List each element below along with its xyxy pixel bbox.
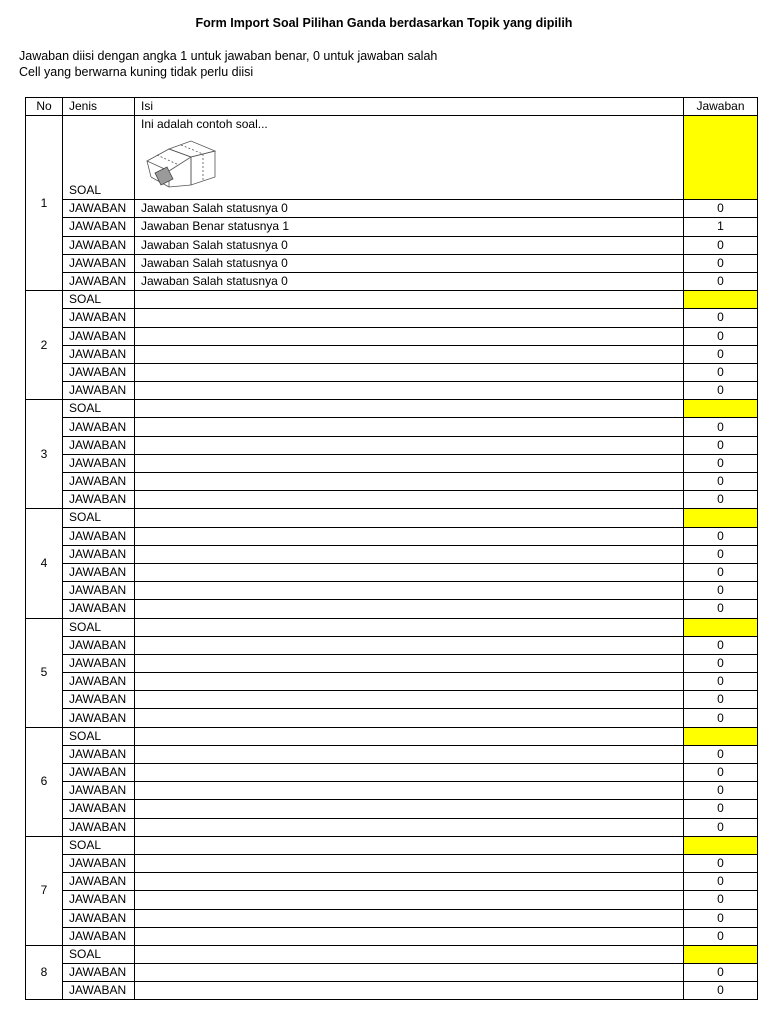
answer-value-cell[interactable]: 0: [684, 654, 758, 672]
question-text-cell[interactable]: [135, 116, 684, 200]
jenis-jawaban-cell: JAWABAN: [63, 764, 135, 782]
answer-row: [26, 418, 758, 436]
answer-row: [26, 636, 758, 654]
answer-value-cell[interactable]: 0: [684, 236, 758, 254]
jenis-jawaban-cell: JAWABAN: [63, 873, 135, 891]
answer-row: [26, 691, 758, 709]
question-row: [26, 400, 758, 418]
question-text-cell[interactable]: [135, 509, 684, 527]
jenis-soal-cell: SOAL: [63, 727, 135, 745]
header-jawaban: Jawaban: [684, 98, 758, 116]
instruction-line: Cell yang berwarna kuning tidak perlu diisi: [19, 65, 254, 79]
answer-row: [26, 745, 758, 763]
question-row: [26, 727, 758, 745]
jenis-jawaban-cell: JAWABAN: [63, 345, 135, 363]
answer-row: [26, 218, 758, 236]
table-header-row: [26, 98, 758, 116]
jenis-jawaban-cell: JAWABAN: [63, 236, 135, 254]
answer-text-cell[interactable]: [135, 636, 684, 654]
jenis-jawaban-cell: JAWABAN: [63, 545, 135, 563]
answer-text-cell[interactable]: [135, 800, 684, 818]
answer-row: [26, 764, 758, 782]
jenis-jawaban-cell: JAWABAN: [63, 327, 135, 345]
jenis-soal-cell: SOAL: [63, 836, 135, 854]
answer-value-cell[interactable]: 0: [684, 745, 758, 763]
instruction-line: Jawaban diisi dengan angka 1 untuk jawaban benar, 0 untuk jawaban salah: [19, 49, 438, 63]
answer-text-cell[interactable]: [135, 473, 684, 491]
answer-text-cell[interactable]: [135, 873, 684, 891]
answer-value-cell[interactable]: 0: [684, 964, 758, 982]
answer-value-cell[interactable]: 0: [684, 382, 758, 400]
question-number: 3: [26, 400, 63, 509]
jenis-soal-cell: SOAL: [63, 618, 135, 636]
answer-value-cell[interactable]: 0: [684, 272, 758, 290]
jawaban-cell-disabled: [684, 945, 758, 963]
answer-text-cell[interactable]: [135, 418, 684, 436]
answer-text-cell[interactable]: [135, 964, 684, 982]
answer-text-cell[interactable]: [135, 327, 684, 345]
jawaban-cell-disabled: [684, 291, 758, 309]
answer-value-cell[interactable]: 0: [684, 418, 758, 436]
jawaban-cell-disabled: [684, 727, 758, 745]
answer-text-cell[interactable]: [135, 654, 684, 672]
answer-text-cell[interactable]: [135, 764, 684, 782]
answer-row: [26, 873, 758, 891]
answer-text-cell[interactable]: Jawaban Salah statusnya 0: [135, 200, 684, 218]
jenis-jawaban-cell: JAWABAN: [63, 436, 135, 454]
answer-value-cell[interactable]: 0: [684, 691, 758, 709]
jenis-jawaban-cell: JAWABAN: [63, 527, 135, 545]
answer-value-cell[interactable]: 0: [684, 473, 758, 491]
question-table: [25, 97, 758, 1000]
jenis-jawaban-cell: JAWABAN: [63, 272, 135, 290]
jenis-jawaban-cell: JAWABAN: [63, 745, 135, 763]
answer-text-cell[interactable]: [135, 600, 684, 618]
answer-row: [26, 582, 758, 600]
answer-text-cell[interactable]: [135, 982, 684, 1000]
answer-text-cell[interactable]: [135, 545, 684, 563]
answer-row: [26, 491, 758, 509]
answer-value-cell[interactable]: 0: [684, 436, 758, 454]
answer-row: [26, 454, 758, 472]
answer-text-cell[interactable]: [135, 454, 684, 472]
question-number: 7: [26, 836, 63, 945]
jenis-jawaban-cell: JAWABAN: [63, 709, 135, 727]
question-text-cell[interactable]: [135, 400, 684, 418]
answer-row: [26, 345, 758, 363]
answer-row: [26, 818, 758, 836]
answer-text-cell[interactable]: [135, 709, 684, 727]
answer-value-cell[interactable]: 0: [684, 782, 758, 800]
question-text: Ini adalah contoh soal...: [141, 117, 268, 132]
question-row: [26, 945, 758, 963]
jenis-jawaban-cell: JAWABAN: [63, 673, 135, 691]
question-number: 6: [26, 727, 63, 836]
jenis-jawaban-cell: JAWABAN: [63, 363, 135, 381]
jenis-jawaban-cell: JAWABAN: [63, 691, 135, 709]
answer-text-cell[interactable]: [135, 818, 684, 836]
jenis-soal-cell: SOAL: [63, 291, 135, 309]
answer-row: [26, 709, 758, 727]
answer-text-cell[interactable]: Jawaban Benar statusnya 1: [135, 218, 684, 236]
question-text-cell[interactable]: [135, 836, 684, 854]
jenis-jawaban-cell: JAWABAN: [63, 964, 135, 982]
answer-value-cell[interactable]: 0: [684, 818, 758, 836]
answer-value-cell[interactable]: 0: [684, 327, 758, 345]
answer-row: [26, 327, 758, 345]
prism-figure-image: [143, 139, 219, 195]
answer-text-cell[interactable]: [135, 691, 684, 709]
jawaban-cell-disabled: [684, 618, 758, 636]
jenis-jawaban-cell: JAWABAN: [63, 491, 135, 509]
question-row: [26, 116, 758, 200]
jenis-jawaban-cell: JAWABAN: [63, 200, 135, 218]
answer-row: [26, 964, 758, 982]
question-row: [26, 836, 758, 854]
jenis-jawaban-cell: JAWABAN: [63, 927, 135, 945]
answer-row: [26, 473, 758, 491]
answer-row: [26, 309, 758, 327]
answer-value-cell[interactable]: 0: [684, 891, 758, 909]
answer-value-cell[interactable]: 0: [684, 909, 758, 927]
answer-row: [26, 927, 758, 945]
header-no: No: [26, 98, 63, 116]
answer-row: [26, 200, 758, 218]
answer-value-cell[interactable]: 0: [684, 545, 758, 563]
answer-row: [26, 254, 758, 272]
answer-row: [26, 854, 758, 872]
header-jenis: Jenis: [63, 98, 135, 116]
answer-row: [26, 563, 758, 581]
jenis-jawaban-cell: JAWABAN: [63, 800, 135, 818]
jenis-jawaban-cell: JAWABAN: [63, 582, 135, 600]
answer-row: [26, 272, 758, 290]
jenis-soal-cell: SOAL: [63, 116, 135, 200]
jenis-jawaban-cell: JAWABAN: [63, 382, 135, 400]
header-isi: Isi: [135, 98, 684, 116]
answer-value-cell[interactable]: 0: [684, 764, 758, 782]
answer-row: [26, 800, 758, 818]
answer-value-cell[interactable]: 0: [684, 927, 758, 945]
answer-text-cell[interactable]: [135, 382, 684, 400]
answer-value-cell[interactable]: 0: [684, 873, 758, 891]
answer-value-cell[interactable]: 0: [684, 582, 758, 600]
jenis-jawaban-cell: JAWABAN: [63, 654, 135, 672]
question-number: 8: [26, 945, 63, 1000]
jenis-soal-cell: SOAL: [63, 509, 135, 527]
jenis-soal-cell: SOAL: [63, 400, 135, 418]
page-title: Form Import Soal Pilihan Ganda berdasarkan Topik yang dipilih: [195, 16, 573, 30]
jenis-jawaban-cell: JAWABAN: [63, 854, 135, 872]
answer-text-cell[interactable]: [135, 309, 684, 327]
jenis-jawaban-cell: JAWABAN: [63, 309, 135, 327]
instructions: [19, 48, 437, 80]
jenis-jawaban-cell: JAWABAN: [63, 782, 135, 800]
answer-text-cell[interactable]: [135, 527, 684, 545]
jawaban-cell-disabled: [684, 509, 758, 527]
answer-text-cell[interactable]: Jawaban Salah statusnya 0: [135, 272, 684, 290]
answer-value-cell[interactable]: 0: [684, 345, 758, 363]
answer-row: [26, 600, 758, 618]
jenis-jawaban-cell: JAWABAN: [63, 909, 135, 927]
answer-text-cell[interactable]: Jawaban Salah statusnya 0: [135, 236, 684, 254]
answer-text-cell[interactable]: [135, 782, 684, 800]
answer-value-cell[interactable]: 0: [684, 709, 758, 727]
jenis-jawaban-cell: JAWABAN: [63, 218, 135, 236]
answer-text-cell[interactable]: [135, 436, 684, 454]
answer-row: [26, 654, 758, 672]
answer-row: [26, 363, 758, 381]
answer-row: [26, 982, 758, 1000]
jenis-jawaban-cell: JAWABAN: [63, 600, 135, 618]
question-row: [26, 291, 758, 309]
answer-text-cell[interactable]: [135, 927, 684, 945]
answer-text-cell[interactable]: [135, 891, 684, 909]
answer-value-cell[interactable]: 0: [684, 491, 758, 509]
answer-value-cell[interactable]: 0: [684, 800, 758, 818]
jenis-jawaban-cell: JAWABAN: [63, 982, 135, 1000]
question-number: 4: [26, 509, 63, 618]
answer-value-cell[interactable]: 0: [684, 563, 758, 581]
jenis-jawaban-cell: JAWABAN: [63, 563, 135, 581]
jawaban-cell-disabled: [684, 836, 758, 854]
jenis-jawaban-cell: JAWABAN: [63, 454, 135, 472]
answer-row: [26, 382, 758, 400]
answer-row: [26, 673, 758, 691]
question-row: [26, 618, 758, 636]
answer-value-cell[interactable]: 0: [684, 854, 758, 872]
question-text-cell[interactable]: [135, 618, 684, 636]
question-text-cell[interactable]: [135, 945, 684, 963]
question-text-cell[interactable]: [135, 291, 684, 309]
answer-row: [26, 545, 758, 563]
answer-text-cell[interactable]: [135, 345, 684, 363]
question-number: 5: [26, 618, 63, 727]
jenis-soal-cell: SOAL: [63, 945, 135, 963]
answer-text-cell[interactable]: [135, 745, 684, 763]
jenis-jawaban-cell: JAWABAN: [63, 818, 135, 836]
answer-value-cell[interactable]: 0: [684, 636, 758, 654]
answer-value-cell[interactable]: 0: [684, 363, 758, 381]
answer-row: [26, 527, 758, 545]
answer-text-cell[interactable]: [135, 582, 684, 600]
answer-value-cell[interactable]: 0: [684, 254, 758, 272]
answer-text-cell[interactable]: Jawaban Salah statusnya 0: [135, 254, 684, 272]
answer-row: [26, 891, 758, 909]
answer-value-cell[interactable]: 0: [684, 200, 758, 218]
answer-row: [26, 436, 758, 454]
answer-value-cell[interactable]: 1: [684, 218, 758, 236]
question-text-cell[interactable]: [135, 727, 684, 745]
jenis-jawaban-cell: JAWABAN: [63, 473, 135, 491]
answer-value-cell[interactable]: 0: [684, 454, 758, 472]
answer-value-cell[interactable]: 0: [684, 673, 758, 691]
jawaban-cell-disabled: [684, 400, 758, 418]
answer-text-cell[interactable]: [135, 563, 684, 581]
question-number: 1: [26, 116, 63, 291]
question-number: 2: [26, 291, 63, 400]
answer-value-cell[interactable]: 0: [684, 527, 758, 545]
jenis-jawaban-cell: JAWABAN: [63, 891, 135, 909]
answer-text-cell[interactable]: [135, 363, 684, 381]
answer-row: [26, 909, 758, 927]
answer-row: [26, 782, 758, 800]
jawaban-cell-disabled: [684, 116, 758, 200]
answer-row: [26, 236, 758, 254]
answer-text-cell[interactable]: [135, 854, 684, 872]
answer-value-cell[interactable]: 0: [684, 309, 758, 327]
jenis-jawaban-cell: JAWABAN: [63, 418, 135, 436]
jenis-jawaban-cell: JAWABAN: [63, 636, 135, 654]
answer-value-cell[interactable]: 0: [684, 982, 758, 1000]
answer-text-cell[interactable]: [135, 673, 684, 691]
answer-value-cell[interactable]: 0: [684, 600, 758, 618]
answer-text-cell[interactable]: [135, 491, 684, 509]
answer-text-cell[interactable]: [135, 909, 684, 927]
question-row: [26, 509, 758, 527]
jenis-jawaban-cell: JAWABAN: [63, 254, 135, 272]
